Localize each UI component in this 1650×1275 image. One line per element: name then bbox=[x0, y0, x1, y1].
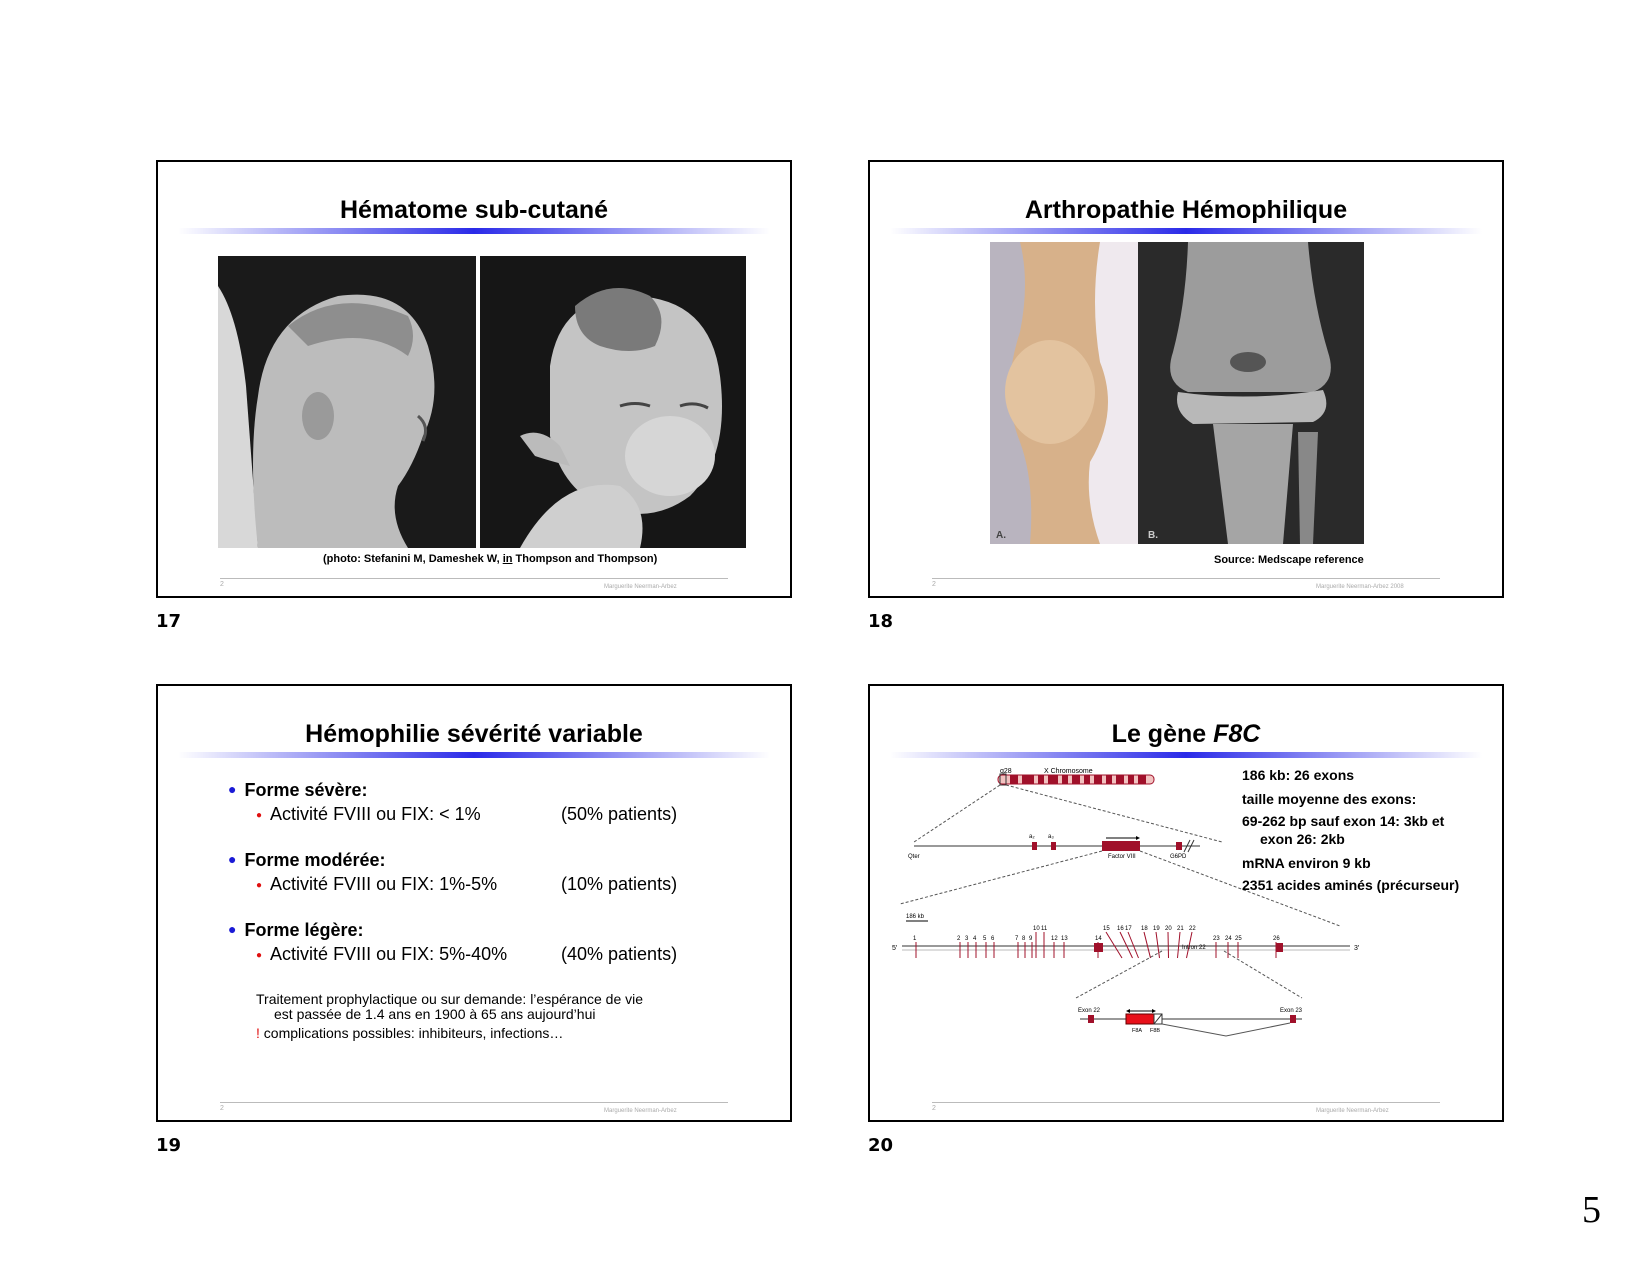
bullet-severe: ● Forme sévère: bbox=[228, 780, 368, 800]
caption-in: in bbox=[502, 553, 513, 565]
label-f8a: F8A bbox=[1132, 1028, 1143, 1034]
label-b: B. bbox=[1148, 530, 1158, 541]
bullet-moderate: ● Forme modérée: bbox=[228, 850, 386, 870]
bullet-dot-icon: ● bbox=[228, 851, 237, 867]
slide-18 bbox=[868, 160, 1504, 598]
exon-number-8: 8 bbox=[1022, 936, 1026, 942]
exon-tick-15 bbox=[1106, 932, 1122, 958]
info-line-5: mRNA environ 9 kb bbox=[1242, 855, 1371, 871]
title-underline bbox=[178, 228, 770, 234]
label-a2: a₂ bbox=[1029, 834, 1035, 840]
exon-number-25: 25 bbox=[1235, 936, 1242, 942]
exon-number-21: 21 bbox=[1177, 926, 1184, 932]
info-line-4: exon 26: 2kb bbox=[1260, 831, 1345, 847]
exclamation-mark: ! bbox=[256, 1025, 260, 1041]
slide-17 bbox=[156, 160, 792, 598]
exon-number-2: 2 bbox=[957, 936, 961, 942]
label-186kb: 186 kb bbox=[906, 914, 925, 920]
label-3prime: 3′ bbox=[1354, 945, 1360, 952]
note-line-3: ! complications possibles: inhibiteurs, infections… bbox=[256, 1025, 564, 1041]
exon-number-22: 22 bbox=[1189, 926, 1196, 932]
label-q28: q28 bbox=[1000, 768, 1012, 775]
percent-patients: (50% patients) bbox=[561, 804, 678, 824]
footer-divider bbox=[932, 1102, 1440, 1103]
exon-number-5: 5 bbox=[983, 936, 987, 942]
photo-swollen-knee bbox=[990, 242, 1138, 544]
gene-name: F8C bbox=[1213, 720, 1261, 748]
exon-number-6: 6 bbox=[991, 936, 995, 942]
exon-number-14: 14 bbox=[1095, 936, 1102, 942]
slide-title: Le gène F8C bbox=[1111, 720, 1261, 748]
bullet-dot-icon: ● bbox=[256, 880, 263, 891]
exon-number-20: 20 bbox=[1165, 926, 1172, 932]
label-x-chromosome: X Chromosome bbox=[1044, 768, 1093, 775]
exon-tick-20 bbox=[1168, 932, 1169, 958]
bullet-dot-icon: ● bbox=[228, 781, 237, 797]
footer-divider bbox=[932, 578, 1440, 579]
photo-knee-xray bbox=[1138, 242, 1364, 544]
slide-number-20: 20 bbox=[868, 1135, 894, 1156]
photo-caption bbox=[323, 553, 657, 565]
f8c-gene-diagram bbox=[870, 686, 1504, 1122]
photo-child-profile bbox=[218, 256, 476, 548]
caption-post: Thompson and Thompson) bbox=[512, 553, 658, 565]
exon-number-18: 18 bbox=[1141, 926, 1148, 932]
treatment-note bbox=[256, 992, 643, 1041]
title-underline bbox=[890, 228, 1482, 234]
exon-ticks bbox=[913, 926, 1280, 958]
footer-author: Marguerite Neerman-Arbez bbox=[1316, 1108, 1389, 1114]
exon-number-26: 26 bbox=[1273, 936, 1280, 942]
slide-20 bbox=[868, 684, 1504, 1122]
slide-number-19: 19 bbox=[156, 1135, 182, 1156]
gene-info bbox=[1242, 766, 1459, 894]
note-line-1: Traitement prophylactique ou sur demande: l’espérance de vie bbox=[256, 991, 644, 1007]
info-line-1: 186 kb: 26 exons bbox=[1242, 767, 1355, 783]
exon-number-17: 17 bbox=[1125, 926, 1132, 932]
footer-author: Marguerite Neerman-Arbez bbox=[604, 1108, 677, 1114]
label-intron22: Intron 22 bbox=[1182, 945, 1206, 951]
exon-tick-21 bbox=[1178, 932, 1181, 958]
label-a: A. bbox=[996, 530, 1006, 541]
footer-mark: 2 bbox=[220, 581, 224, 588]
footer-divider bbox=[220, 1102, 728, 1103]
exon-number-24: 24 bbox=[1225, 936, 1232, 942]
exon-number-13: 13 bbox=[1061, 936, 1068, 942]
bullet-mild: ● Forme légère: bbox=[228, 920, 364, 940]
info-line-2: taille moyenne des exons: bbox=[1242, 791, 1417, 807]
label-factor-viii: Factor VIII bbox=[1108, 854, 1136, 860]
exon-number-16: 16 bbox=[1117, 926, 1124, 932]
percent-patients: (10% patients) bbox=[561, 874, 678, 894]
exon-number-10: 10 bbox=[1033, 926, 1040, 932]
exon-number-23: 23 bbox=[1213, 936, 1220, 942]
slide-number-17: 17 bbox=[156, 611, 182, 632]
exon-number-7: 7 bbox=[1015, 936, 1019, 942]
label-a3: a₃ bbox=[1048, 834, 1054, 840]
photo-caption: Source: Medscape reference bbox=[1214, 554, 1364, 566]
exon-tick-16 bbox=[1120, 932, 1133, 958]
footer-author: Marguerite Neerman-Arbez bbox=[604, 584, 677, 590]
title-underline bbox=[178, 752, 770, 758]
footer-divider bbox=[220, 578, 728, 579]
exon-number-12: 12 bbox=[1051, 936, 1058, 942]
exon-tick-17 bbox=[1128, 932, 1139, 958]
sub-bullet-severe: ● Activité FVIII ou FIX: < 1% (50% patients) bbox=[256, 804, 678, 824]
label-exon23: Exon 23 bbox=[1280, 1008, 1303, 1014]
caption-pre: (photo: Stefanini M, Dameshek W, bbox=[323, 553, 503, 565]
footer-mark: 2 bbox=[220, 1105, 224, 1112]
exon-number-19: 19 bbox=[1153, 926, 1160, 932]
footer-author: Marguerite Neerman-Arbez 2008 bbox=[1316, 584, 1404, 590]
sub-bullet-mild: ● Activité FVIII ou FIX: 5%-40% (40% patients) bbox=[256, 944, 678, 964]
exon-number-9: 9 bbox=[1029, 936, 1033, 942]
exon-number-11: 11 bbox=[1041, 926, 1048, 932]
label-5prime: 5′ bbox=[892, 945, 898, 952]
note-line-2: est passée de 1.4 ans en 1900 à 65 ans aujourd’hui bbox=[274, 1006, 596, 1022]
info-line-6: 2351 acides aminés (précurseur) bbox=[1242, 877, 1460, 893]
exon-number-15: 15 bbox=[1103, 926, 1110, 932]
exon-number-1: 1 bbox=[913, 936, 917, 942]
photo-child-hematoma bbox=[480, 256, 746, 548]
bullet-dot-icon: ● bbox=[256, 950, 263, 961]
slide-19 bbox=[156, 684, 792, 1122]
slide-title: Arthropathie Hémophilique bbox=[1024, 196, 1348, 224]
bullet-dot-icon: ● bbox=[228, 921, 237, 937]
slide-title: Hématome sub-cutané bbox=[339, 196, 609, 224]
bullet-dot-icon: ● bbox=[256, 810, 263, 821]
exon-tick-18 bbox=[1144, 932, 1151, 958]
footer-mark: 2 bbox=[932, 1105, 936, 1112]
label-exon22: Exon 22 bbox=[1078, 1008, 1101, 1014]
info-line-3: 69-262 bp sauf exon 14: 3kb et bbox=[1242, 813, 1445, 829]
label-f8b: F8B bbox=[1150, 1028, 1161, 1034]
slide-number-18: 18 bbox=[868, 611, 894, 632]
label-g6pd: G6PD bbox=[1170, 854, 1187, 860]
page-number: 5 bbox=[1582, 1189, 1601, 1231]
slide-title: Hémophilie sévérité variable bbox=[305, 720, 643, 748]
percent-patients: (40% patients) bbox=[561, 944, 678, 964]
footer-mark: 2 bbox=[932, 581, 936, 588]
exon-number-3: 3 bbox=[965, 936, 969, 942]
exon-number-4: 4 bbox=[973, 936, 977, 942]
label-qter: Qter bbox=[908, 854, 920, 860]
sub-bullet-moderate: ● Activité FVIII ou FIX: 1%-5% (10% patients) bbox=[256, 874, 678, 894]
